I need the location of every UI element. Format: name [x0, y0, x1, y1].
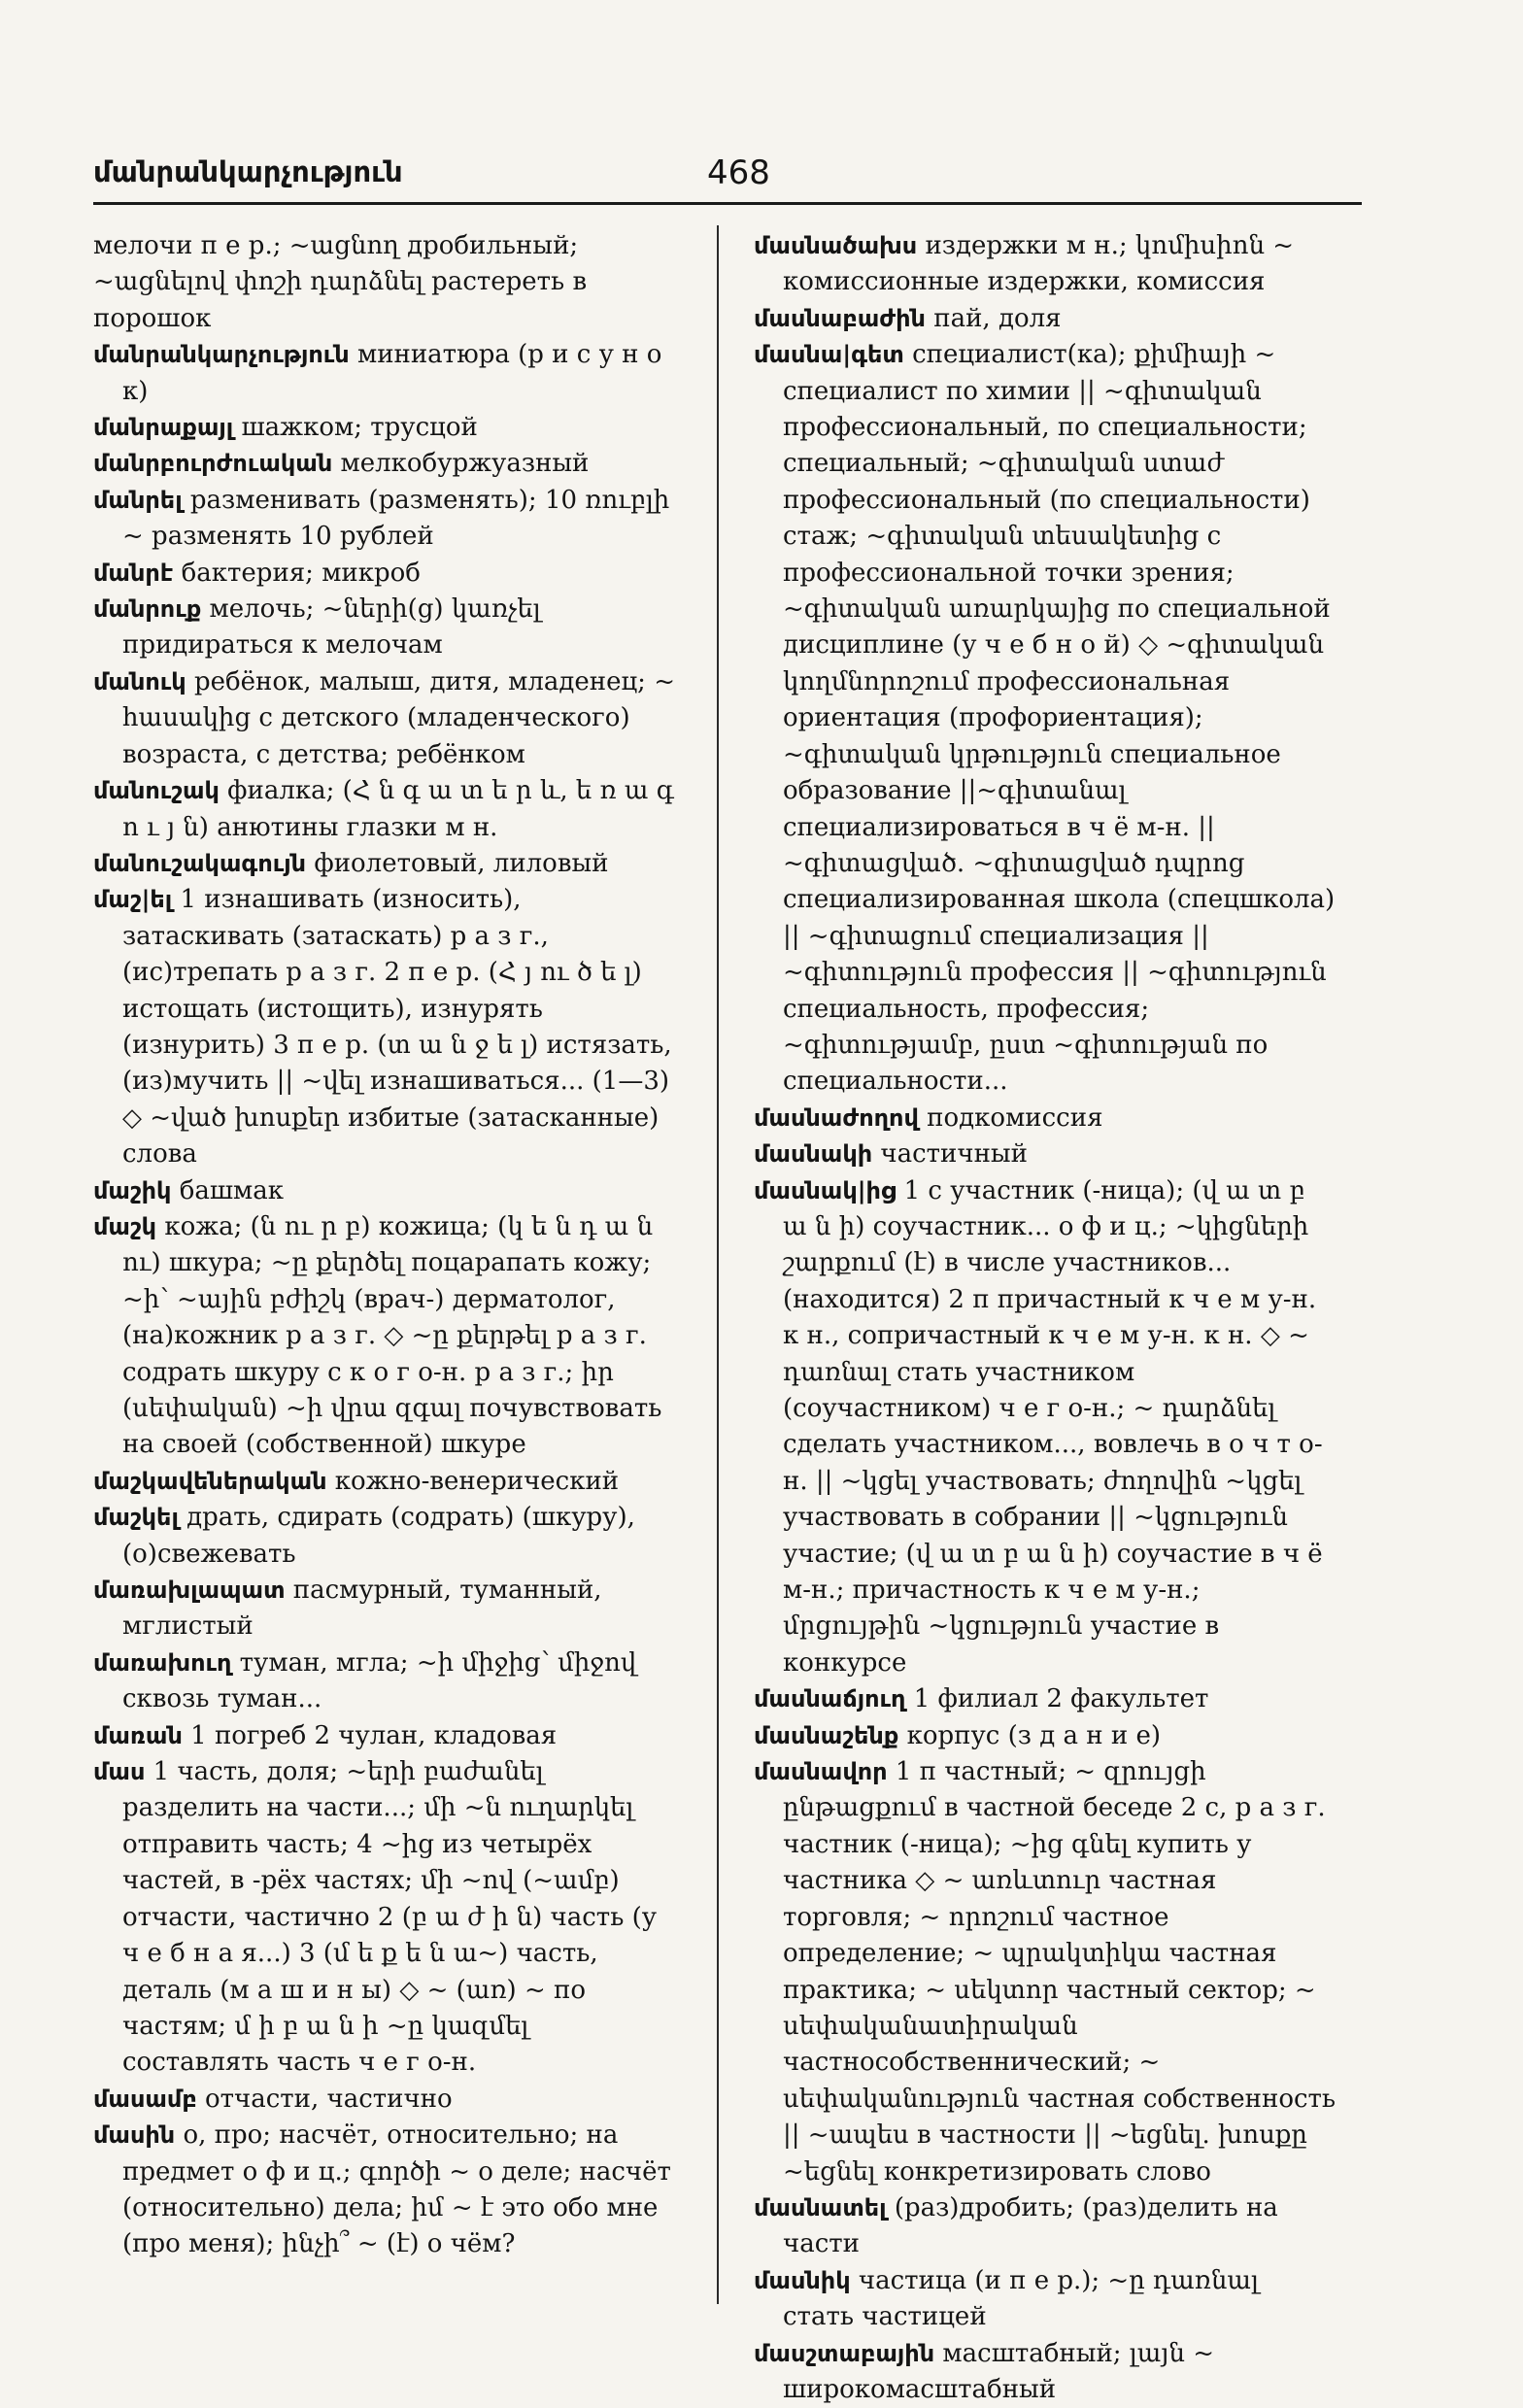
- dictionary-entry: [754, 2263, 1337, 2336]
- entry-definition: миниатюра (р и с у н о к): [122, 340, 662, 406]
- entry-headword: մանրուք: [93, 595, 202, 624]
- entry-headword: մասամբ: [93, 2085, 197, 2113]
- entry-definition: туман, мгла; ~ի միջից՝ միջով сквозь туман...: [122, 1647, 637, 1714]
- entry-definition: ребёнок, малыш, дитя, младенец; ~ հասակից с детского (младенческого) возраста, с детства; ребёнком: [122, 666, 675, 769]
- entry-headword: մասնատել: [754, 2193, 887, 2221]
- entry-definition: издержки м н.; կոմիսիոն ~ комиссионные издержки, комиссия: [783, 231, 1295, 297]
- entry-definition: пасмурный, туманный, мглистый: [122, 1576, 602, 1642]
- entry-definition: кожно-венерический: [334, 1466, 620, 1496]
- entry-definition: 1 часть, доля; ~երի բաժանել разделить на части...; մի ~ն ուղարկել отправить часть; 4 ~ից из четырёх частей, в -рёх частях; մի ~ով (~ամբ) отчасти, частично 2 (բ ա ժ ի ն) часть (у ч е б н а я...) 3 (մ ե ք ե ն ա~) часть, деталь (м а ш и н ы) ◇ ~ (առ) ~ по частям; մ ի բ ա ն ի ~ը կազմել составлять часть ч е г о-н.: [122, 1757, 658, 2078]
- entry-definition: 1 п частный; ~ զրույցի ընթացքում в частной беседе 2 с, р а з г. частник (-ница); ~ից գնել купить у частника ◇ ~ առևտուր частная торговля; ~ որոշում частное определение; ~ պրակտիկա частная практика; ~ սեկտոր частный сектор; ~ սեփականատիրական частнособственнический; ~ սեփականություն частная собственность || ~ապես в частности || ~եցնել. խոսքը ~եցնել конкретизировать слово: [783, 1757, 1337, 2187]
- dictionary-entry: [754, 1173, 1337, 1682]
- dictionary-entry: [754, 1681, 1337, 1717]
- entry-headword: մասնաժողով: [754, 1103, 919, 1132]
- dictionary-entry: [93, 1173, 676, 1209]
- entry-headword: մառան: [93, 1721, 183, 1749]
- entry-definition: мелкобуржуазный: [340, 449, 590, 479]
- entry-definition: отчасти, частично: [204, 2084, 453, 2114]
- dictionary-entry: [93, 1718, 676, 1754]
- dictionary-entry: [754, 228, 1337, 301]
- entry-definition: 1 с участник (-ница); (վ ա տ բ ա ն ի) соучастник... о ф и ц.; ~կիցների շարքում (է) в числе участников... (находится) 2 п причастный к ч е м у-н. к н., сопричастный к ч е м у-н. к н. ◇ ~ դառնալ стать участником (соучастником) ч е г о-н.; ~ դարձնել сделать участником..., вовлечь в о ч т о-н. || ~կցել участвовать; ժողովին ~կցել участвовать в собрании || ~կցություն участие; (վ ա տ բ ա ն ի) соучастие в ч ё м-н.; причастность к ч е м у-н.; մրցույթին ~կցություն участие в конкурсе: [783, 1175, 1323, 1678]
- header-rule: [93, 202, 1362, 205]
- entry-headword: մասնաշենք: [754, 1721, 899, 1749]
- dictionary-entry: [93, 446, 676, 482]
- entry-definition: корпус (з д а н и е): [906, 1720, 1161, 1750]
- dictionary-entry: [93, 1464, 676, 1500]
- entry-headword: մառախուղ: [93, 1648, 232, 1677]
- entry-definition: мелочь; ~ների(ց) կառչել придираться к мелочам: [122, 594, 541, 661]
- dictionary-entry: [93, 2118, 676, 2263]
- entry-definition: 1 изнашивать (износить), затаскивать (затаскать) р а з г., (ис)трепать р а з г. 2 п е р. (Հ յ ու ծ ե լ) истощать (истощить), изнурять (изнурить) 3 п е р. (տ ա ն ջ ե լ) истязать, (из)мучить || ~վել изнашиваться... (1—3) ◇ ~ված խոսքեր избитые (затасканные) слова: [122, 885, 672, 1170]
- page-number: 468: [707, 153, 770, 192]
- entry-definition: шажком; трусцой: [241, 413, 478, 443]
- dictionary-entry: [93, 1209, 676, 1464]
- dictionary-entry: [754, 1136, 1337, 1172]
- entry-definition: башмак: [179, 1175, 285, 1205]
- dictionary-entry: [93, 337, 676, 410]
- entry-headword: մանրաքայլ: [93, 414, 234, 442]
- entry-definition: бактерия; микроб: [181, 558, 421, 588]
- entry-headword: մառախլապատ: [93, 1577, 286, 1605]
- dictionary-entry: [754, 1101, 1337, 1136]
- dictionary-entry: [754, 2190, 1337, 2263]
- entry-headword: մաս: [93, 1758, 146, 1786]
- dictionary-entry: [93, 592, 676, 664]
- entry-headword: մասնակ|ից: [754, 1176, 897, 1204]
- dictionary-entry: [93, 664, 676, 773]
- entry-headword: մանուշակ: [93, 777, 220, 805]
- entry-definition: подкомиссия: [927, 1102, 1103, 1133]
- entry-headword: մաշկավեներական: [93, 1467, 327, 1495]
- entry-headword: մասնածախս: [754, 232, 918, 259]
- entry-headword: մաշ|ել: [93, 886, 173, 914]
- entry-definition: масштабный; լայն ~ широкомасштабный: [783, 2338, 1214, 2404]
- entry-definition: частица (и п е р.); ~ը դառնալ стать частицей: [783, 2265, 1259, 2332]
- entry-definition: разменивать (разменять); 10 ռուբլի ~ разменять 10 рублей: [122, 485, 670, 552]
- entry-definition: частичный: [880, 1139, 1028, 1170]
- dictionary-entry: [93, 1573, 676, 1645]
- entry-headword: մաշկ: [93, 1212, 157, 1240]
- dictionary-entry: [93, 410, 676, 446]
- dictionary-entry: [93, 846, 676, 882]
- entry-headword: մասնիկ: [754, 2266, 851, 2294]
- entry-definition: кожа; (ն ու ր բ) кожица; (կ ե ն դ ա ն ու) шкура; ~ը քերծել поцарапать кожу; ~ի՝ ~ային բժիշկ (врач-) дерматолог, (на)кожник р а з г. ◇ ~ը քերթել р а з г. содрать шкуру с к о г о-н. р а з г.; իր (սեփական) ~ի վրա զգալ почувствовать на своей (собственной) шкуре: [122, 1211, 662, 1460]
- entry-definition: 1 погреб 2 чулан, кладовая: [190, 1720, 558, 1750]
- entry-definition: фиалка; (Հ ն գ ա տ ե ր և, ե ռ ա գ ո ւ յ ն) анютины глазки м н.: [122, 776, 674, 842]
- entry-definition: 1 филиал 2 факультет: [913, 1684, 1209, 1714]
- entry-headword: մասշտաբային: [754, 2339, 935, 2367]
- dictionary-entry: [754, 337, 1337, 1101]
- entry-headword: մաշիկ: [93, 1176, 172, 1204]
- dictionary-entry: [754, 301, 1337, 337]
- entry-headword: մասնաբաժին: [754, 304, 926, 332]
- dictionary-entry: [754, 1754, 1337, 2190]
- entry-definition: драть, сдирать (содрать) (шкуру), (о)свежевать: [122, 1503, 635, 1569]
- entry-definition: пай, доля: [933, 303, 1062, 333]
- entry-definition: о, про; насчёт, относительно; на предмет о ф и ц.; գործի ~ о деле; насчёт (относительно) дела; իմ ~ է это обо мне (про меня); ինչի՞ ~ (է) о чём?: [122, 2120, 671, 2259]
- entry-headword: մասնակի: [754, 1140, 873, 1169]
- dictionary-entry: [754, 2336, 1337, 2408]
- entry-headword: մասնավոր: [754, 1758, 888, 1786]
- entry-definition: фиолетовый, лиловый: [314, 848, 609, 878]
- entry-headword: մաշկել: [93, 1504, 179, 1532]
- dictionary-entry: [93, 882, 676, 1172]
- entry-headword: մասին: [93, 2121, 176, 2150]
- right-column: [754, 228, 1337, 2408]
- dictionary-entry: [93, 1645, 676, 1718]
- entry-definition: (раз)дробить; (раз)делить на части: [783, 2192, 1278, 2259]
- dictionary-entry: [93, 1500, 676, 1573]
- entry-headword: մանրանկարչություն: [93, 341, 350, 369]
- dictionary-entry: [93, 773, 676, 846]
- dictionary-entry: [754, 1718, 1337, 1754]
- entry-headword: մանրէ: [93, 559, 174, 587]
- dictionary-entry: [93, 2082, 676, 2118]
- entry-definition: специалист(ка); քիմիայի ~ специалист по химии || ~գիտական профессиональный, по специальности; специальный; ~գիտական ստաժ профессиональный (по специальности) стаж; ~գիտական տեսակետից с профессиональной точки зрения; ~գիտական առարկայից по специальной дисциплине (у ч е б н о й) ◇ ~գիտական կողմնորոշում профессиональная ориентация (профориентация); ~գիտական կրթություն специальное образование ||~գիտանալ специализироваться в ч ё м-н. || ~գիտացված. ~գիտացված դպրոց специализированная школа (спецшкола) || ~գիտացում специализация || ~գիտություն профессия || ~գիտություն специальность, профессия; ~գիտությամբ, ըստ ~գիտության по специальности...: [783, 340, 1336, 1097]
- dictionary-entry: [93, 483, 676, 556]
- dictionary-entry: [93, 228, 676, 337]
- running-head: մանրանկարչություն: [93, 155, 403, 188]
- entry-definition: мелочи п е р.; ~ացնող дробильный; ~ացնելով փոշի դարձնել растереть в порошок: [93, 231, 588, 333]
- entry-headword: մանուշակագույն: [93, 849, 307, 877]
- column-divider: [717, 225, 719, 2304]
- left-column: [93, 228, 676, 2263]
- dictionary-entry: [93, 556, 676, 592]
- entry-headword: մասնաճյուղ: [754, 1685, 906, 1713]
- entry-headword: մասնա|գետ: [754, 341, 904, 369]
- entry-headword: մանուկ: [93, 667, 186, 695]
- dictionary-entry: [93, 1754, 676, 2082]
- entry-headword: մանրել: [93, 486, 183, 514]
- entry-headword: մանրբուրժուական: [93, 450, 333, 478]
